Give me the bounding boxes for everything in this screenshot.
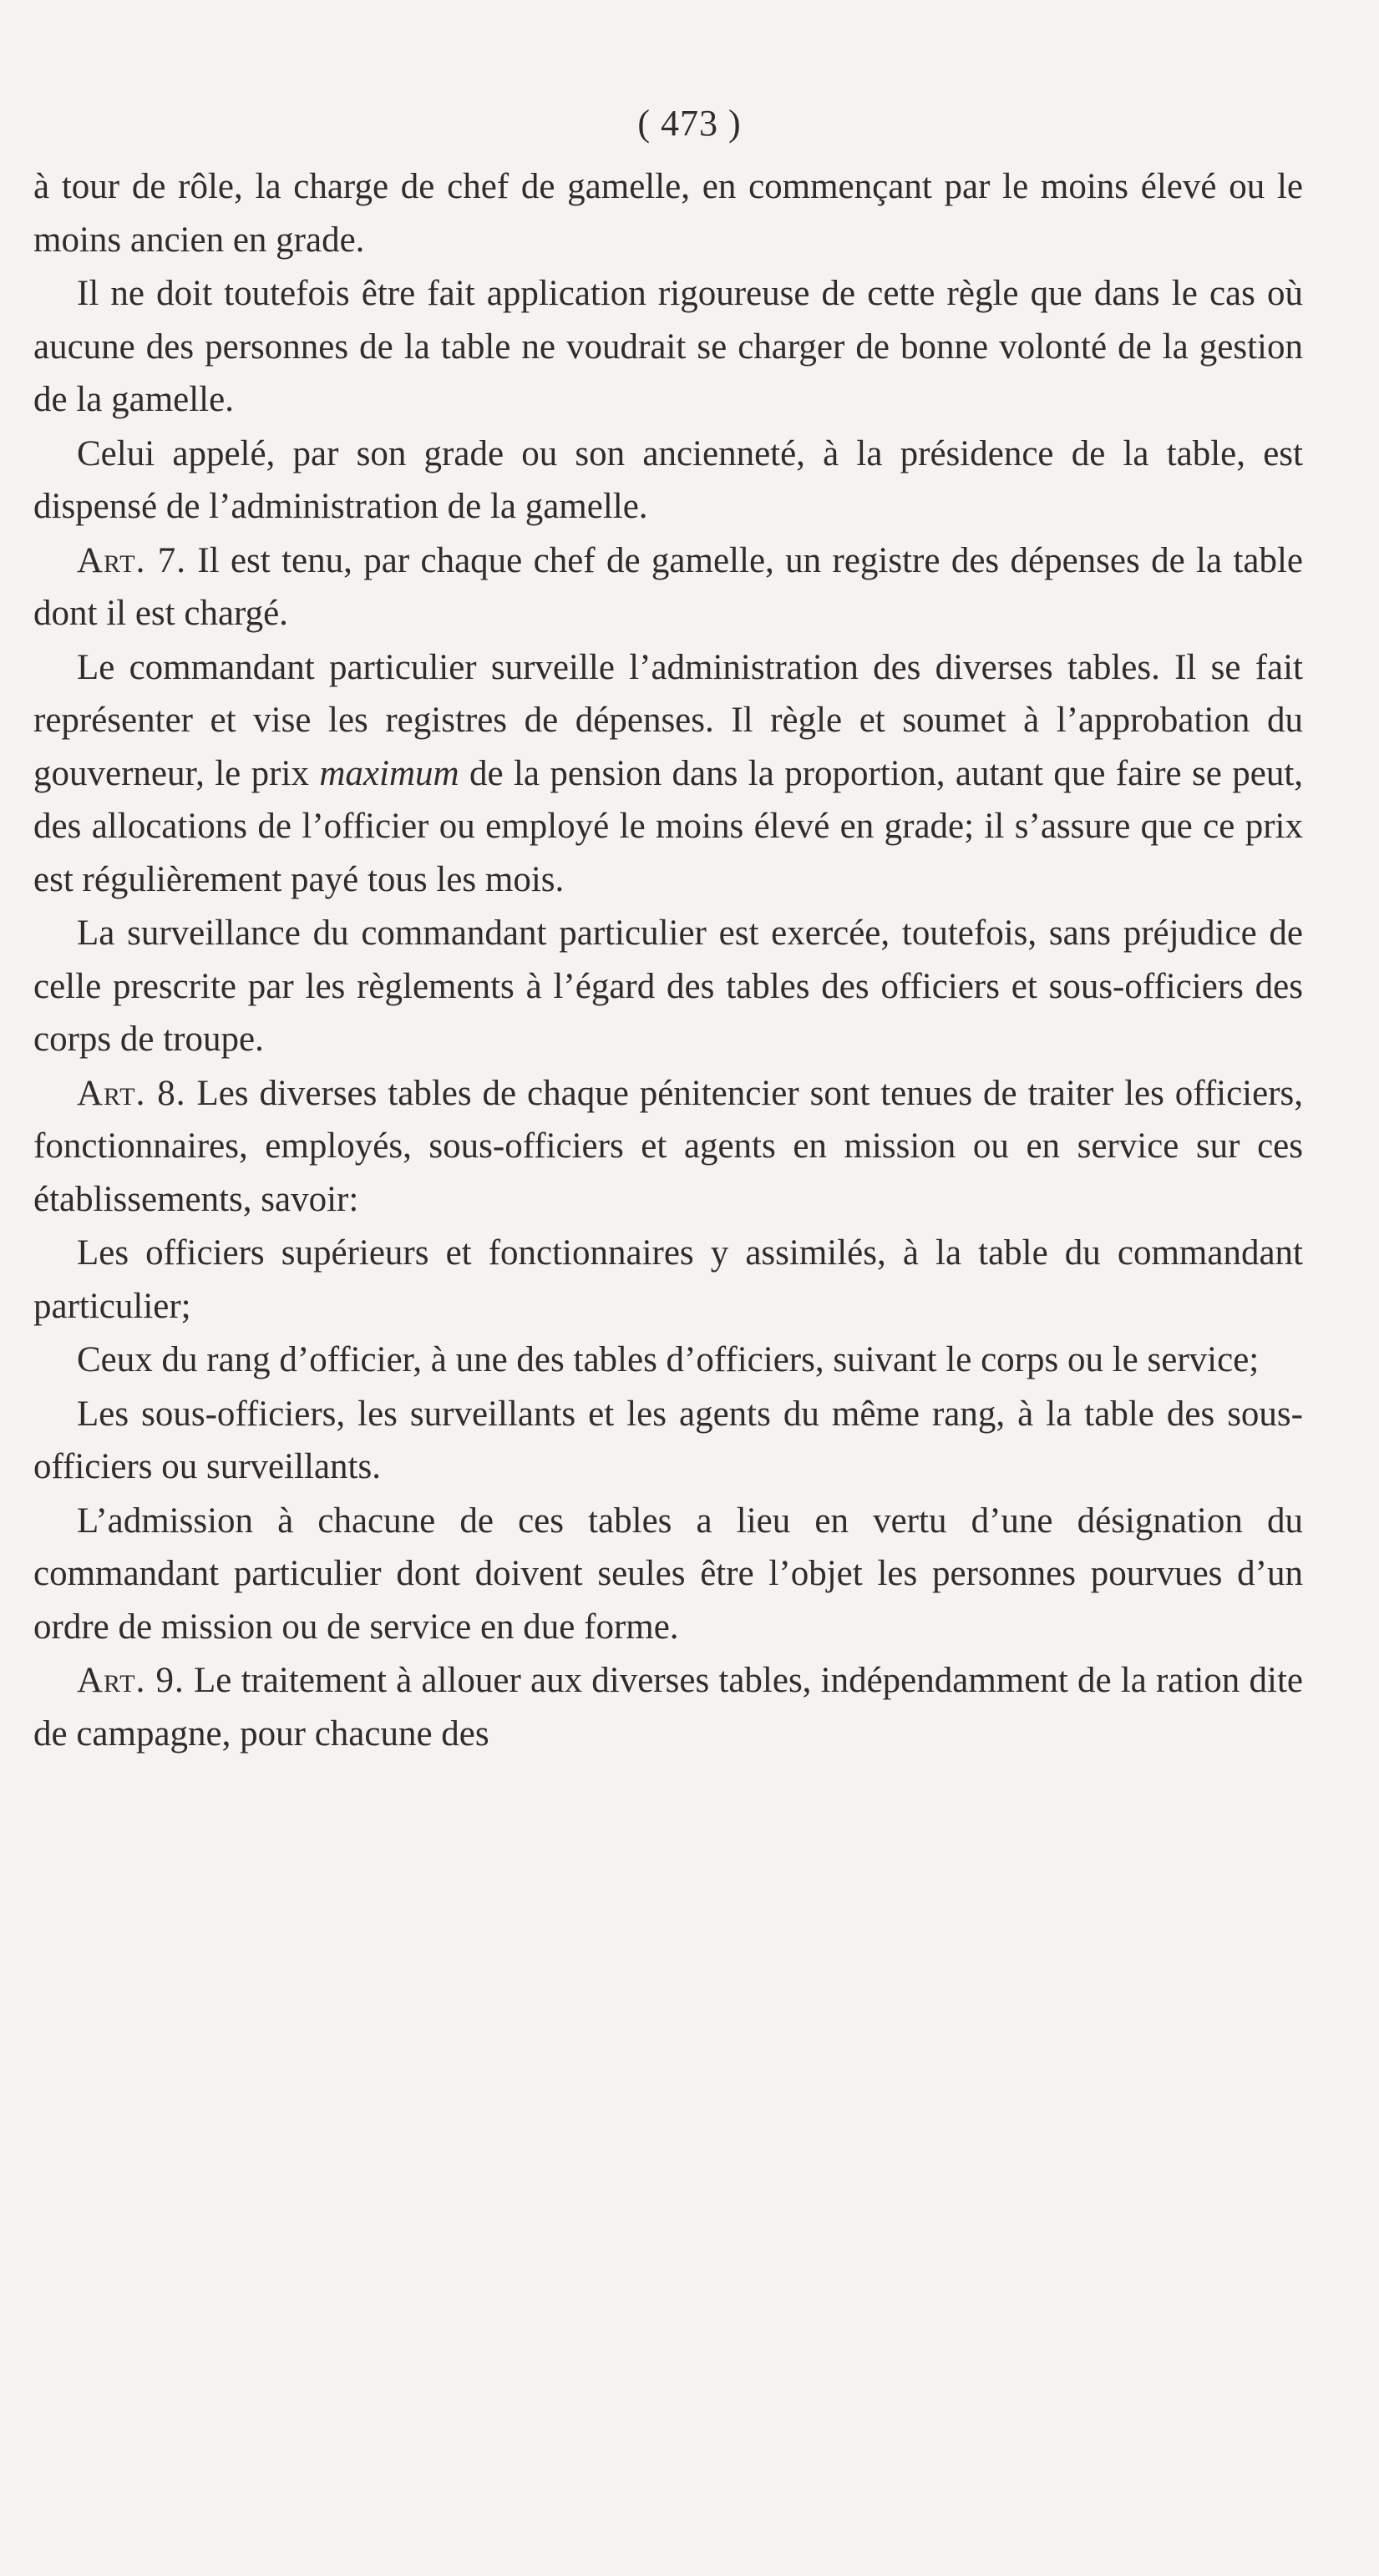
paragraph-5-italic-term: maximum — [319, 753, 459, 793]
body-text — [33, 160, 1303, 1760]
article-9-paragraph — [33, 1654, 1303, 1760]
article-8-text: Les diverses tables de chaque pénitencier sont tenues de traiter les officiers, fonctionnaires, employés, sous-officiers et agents en mission ou en service sur ces établissements, savoir: — [33, 1073, 1304, 1219]
paragraph-10 — [33, 1388, 1303, 1494]
article-8-paragraph — [33, 1067, 1303, 1227]
paragraph-3-text: Celui appelé, par son grade ou son ancienneté, à la présidence de la table, est dispensé de l’administration de la gamelle. — [33, 433, 1303, 526]
article-7-paragraph — [33, 534, 1303, 640]
paragraph-1 — [33, 160, 1303, 266]
article-8-label: Art. 8. — [77, 1073, 186, 1113]
paragraph-6 — [33, 907, 1303, 1066]
paragraph-8-text: Les officiers supérieurs et fonctionnaires y assimilés, à la table du commandant particulier; — [33, 1233, 1303, 1326]
article-7-text: Il est tenu, par chaque chef de gamelle, un registre des dépenses de la table dont il est chargé. — [33, 540, 1304, 633]
paragraph-11 — [33, 1495, 1303, 1654]
paragraph-2-text: Il ne doit toutefois être fait application rigoureuse de cette règle que dans le cas où aucune des personnes de la table ne voudrait se charger de bonne volonté de la gestion de la gamelle. — [33, 274, 1303, 419]
article-9-text: Le traitement à allouer aux diverses tables, indépendamment de la ration dite de campagne, pour chacune des — [33, 1661, 1303, 1754]
paragraph-8 — [33, 1227, 1303, 1333]
paragraph-5 — [33, 641, 1303, 907]
paragraph-3 — [33, 428, 1303, 534]
paragraph-5-text-before: Le commandant particulier surveille l’administration des diverses tables. Il se fait représenter et vise les registres de dépenses. Il règle et soumet à l’approbation du gouverneur, le prix — [33, 647, 1303, 793]
paragraph-9 — [33, 1334, 1303, 1387]
paragraph-1-text: à tour de rôle, la charge de chef de gamelle, en commençant par le moins élevé ou le moins ancien en grade. — [33, 167, 1303, 260]
paragraph-9-text: Ceux du rang d’officier, à une des tables d’officiers, suivant le corps ou le service; — [77, 1340, 1260, 1379]
paragraph-6-text: La surveillance du commandant particulier est exercée, toutefois, sans préjudice de celle prescrite par les règlements à l’égard des tables des officiers et sous-officiers des corps de troupe. — [33, 913, 1303, 1059]
article-7-label: Art. 7. — [77, 540, 186, 580]
paragraph-11-text: L’admission à chacune de ces tables a lieu en vertu d’une désignation du commandant particulier dont doivent seules être l’objet les personnes pourvues d’un ordre de mission ou de service en due forme. — [33, 1501, 1303, 1647]
paragraph-10-text: Les sous-officiers, les surveillants et les agents du même rang, à la table des sous-officiers ou surveillants. — [33, 1394, 1303, 1486]
article-9-label: Art. 9. — [77, 1661, 185, 1700]
page-number: ( 473 ) — [637, 103, 742, 144]
paragraph-5-text-after: de la pension dans la proportion, autant que faire se peut, des allocations de l’officier ou employé le moins élevé en grade; il s’assure que ce prix est régulièrement payé tous les mois. — [33, 753, 1304, 899]
paragraph-2 — [33, 267, 1303, 427]
